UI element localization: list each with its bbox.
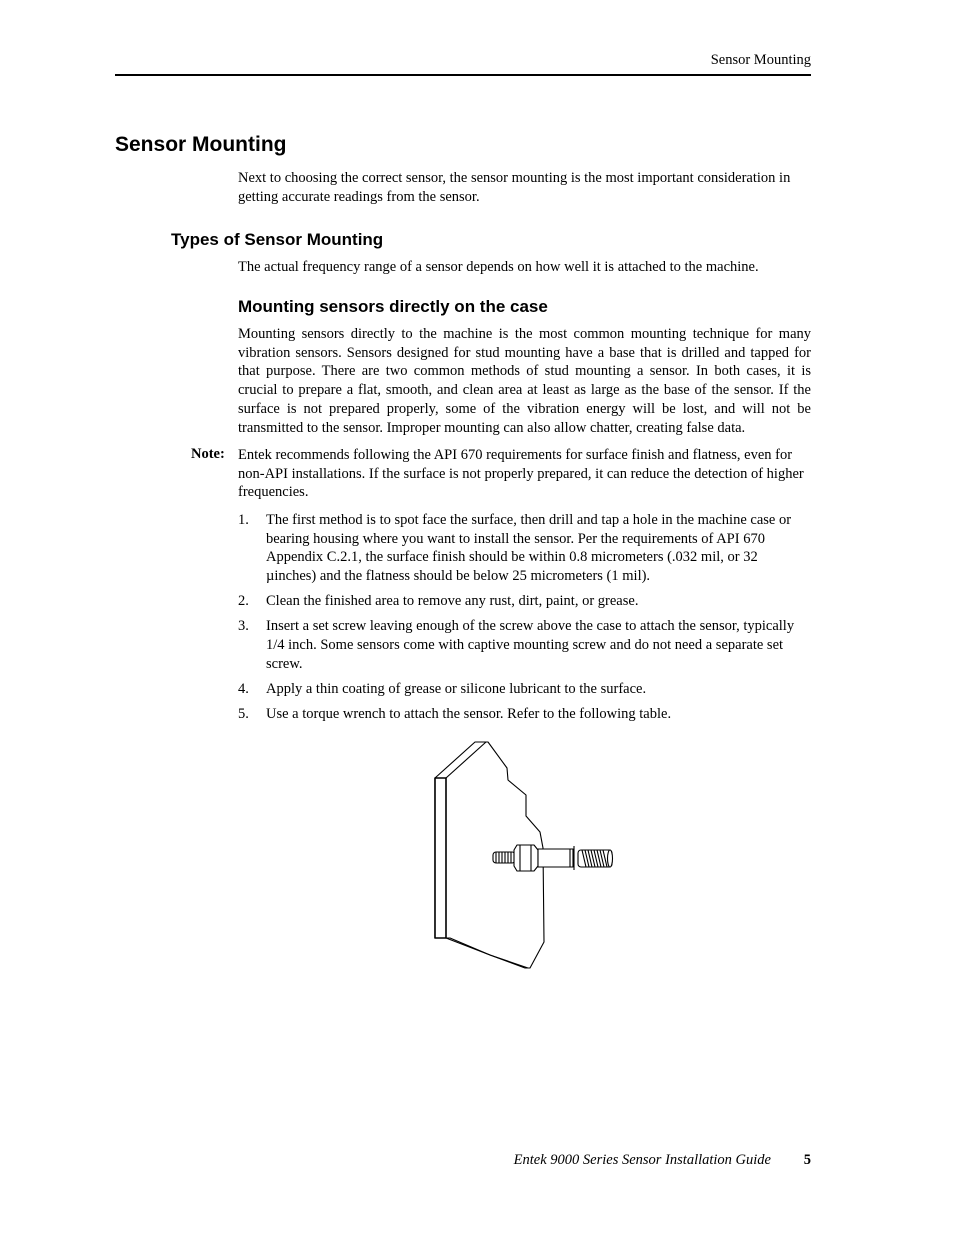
running-header: Sensor Mounting — [710, 52, 811, 68]
subsubsection-title: Mounting sensors directly on the case — [238, 297, 548, 316]
list-item — [238, 680, 811, 699]
step-number: 3. — [238, 618, 249, 635]
subsection-text: The actual frequency range of a sensor depends on how well it is attached to the machine. — [238, 259, 759, 275]
list-item — [238, 705, 811, 724]
step-number: 4. — [238, 680, 249, 697]
section-intro: Next to choosing the correct sensor, the sensor mounting is the most important consideration in getting accurate readings from the sensor. — [238, 170, 791, 205]
steps-list — [238, 511, 811, 730]
step-number: 5. — [238, 705, 249, 722]
list-item — [238, 592, 811, 611]
stud-mount-illustration — [430, 738, 620, 973]
step-text: Apply a thin coating of grease or silicone lubricant to the surface. — [266, 680, 647, 697]
subsubsection-text: Mounting sensors directly to the machine is the most common mounting technique for many vibration sensors. Sensors designed for stud mounting have a base that is drilled and tapped for that purpose. There are two common methods of stud mounting a sensor. In both cases, it is crucial to prepare a flat, smooth, and clean area at least as large as the base of the sensor. If the surface is not prepared properly, some of the vibration energy will be lost, and will not be transmitted to the sensor. Improper mounting can also allow chatter, creating false data. — [238, 326, 811, 436]
note-label: Note: — [191, 446, 225, 462]
subsection-title: Types of Sensor Mounting — [171, 230, 384, 249]
step-number: 1. — [238, 512, 249, 528]
section-title: Sensor Mounting — [115, 133, 287, 156]
page-number: 5 — [803, 1152, 811, 1168]
header-rule — [115, 74, 811, 76]
step-text: Use a torque wrench to attach the sensor. Refer to the following table. — [266, 705, 672, 722]
step-number: 2. — [238, 593, 249, 610]
list-item — [238, 617, 811, 673]
footer-guide-title: Entek 9000 Series Sensor Installation Guide — [513, 1152, 771, 1168]
list-item — [238, 511, 811, 586]
step-text: Insert a set screw leaving enough of the screw above the case to attach the sensor, typically 1/4 inch. Some sensors come with captive mounting screw and do not need a separate set screw. — [266, 618, 795, 672]
note-text: Entek recommends following the API 670 requirements for surface finish and flatness, even for non-API installations. If the surface is not properly prepared, it can reduce the detection of higher frequencies. — [238, 447, 804, 501]
step-text: Clean the finished area to remove any rust, dirt, paint, or grease. — [266, 593, 639, 610]
step-text: The first method is to spot face the surface, then drill and tap a hole in the machine case or bearing housing where you want to install the sensor. Per the requirements of API 670 Appendix C.2.1, the surface finish should be within 0.8 micrometers (.032 mil, or 32 µinches) and the flatness should be below 25 micrometers (1 mil). — [266, 512, 792, 585]
